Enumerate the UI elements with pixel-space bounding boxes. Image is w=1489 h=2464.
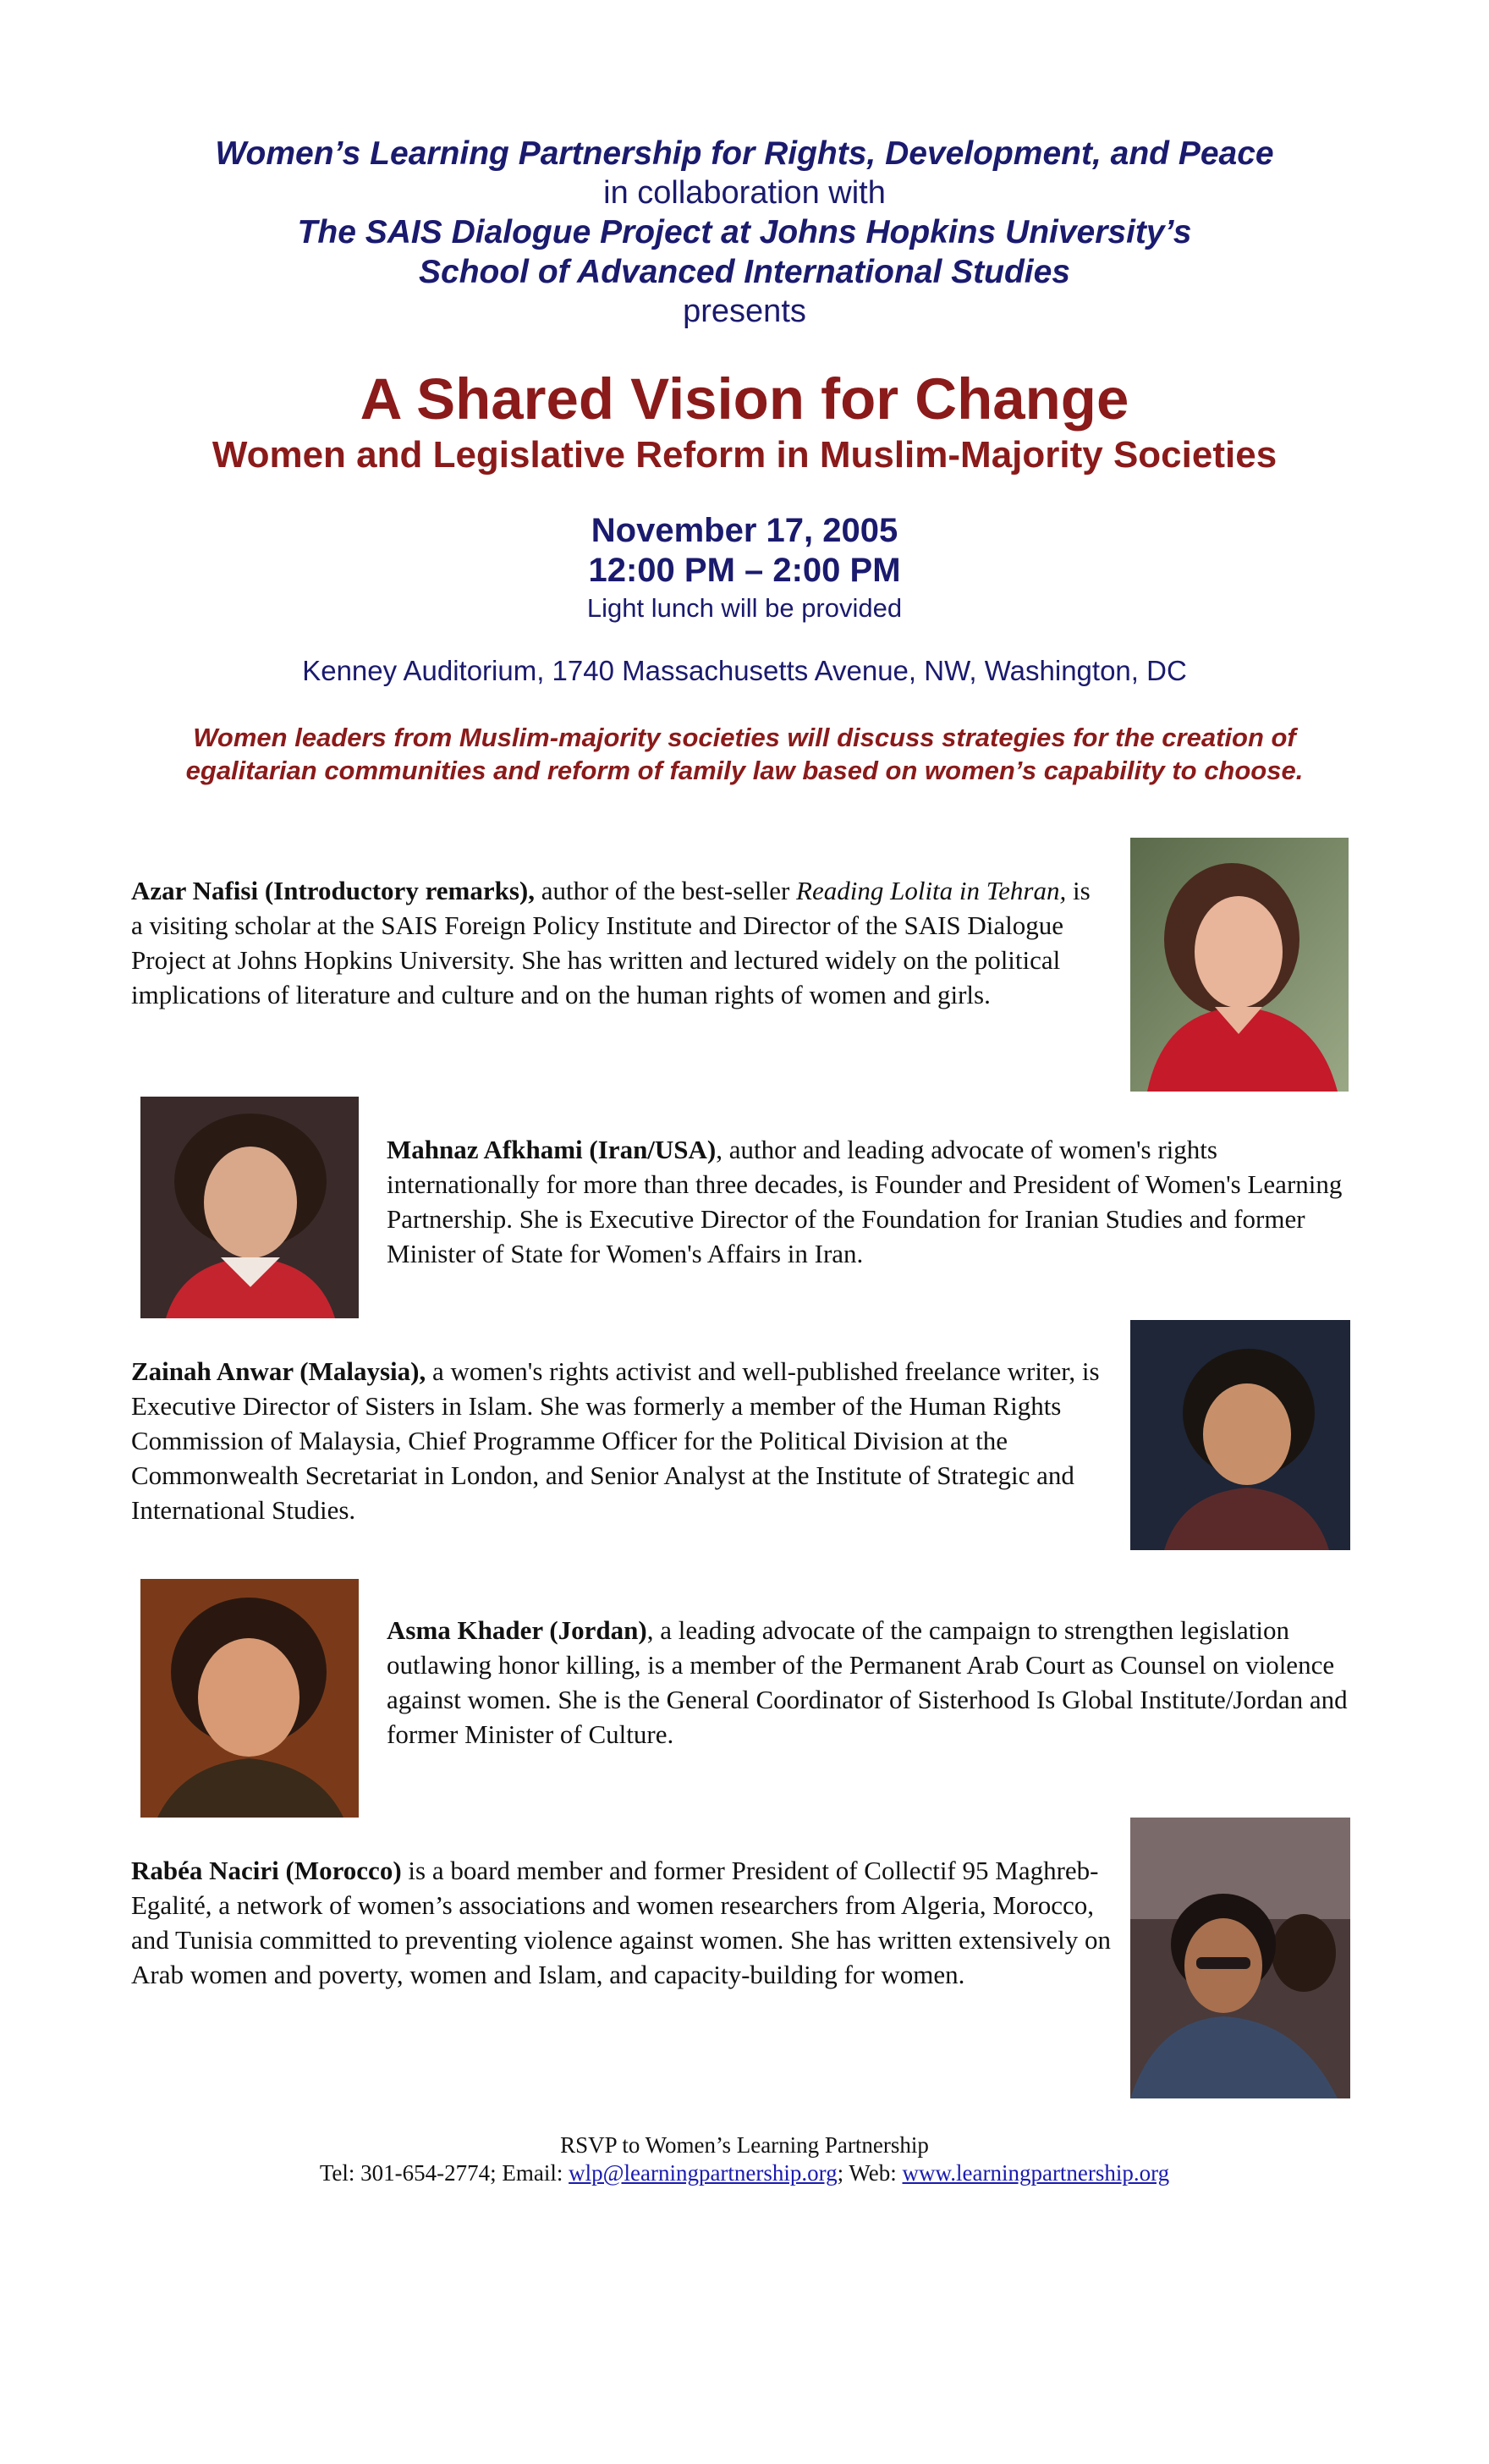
speaker-text: is a visiting scholar at the SAIS Foreign Policy Institute and Director of the SAIS Dialogue Project at Johns Hopkins University. She has written and lectured widely on the political implications of literature and culture and on the human rights of women and girls. xyxy=(131,876,1091,1009)
event-tagline xyxy=(0,721,1489,787)
rsvp-line: RSVP to Women’s Learning Partnership xyxy=(560,2132,929,2158)
speaker-photo-mahnaz-afkhami xyxy=(140,1097,359,1318)
contact-line xyxy=(0,2160,1489,2186)
speaker-bio-asma-khader xyxy=(387,1613,1351,1752)
speaker-name: Azar Nafisi (Introductory remarks), xyxy=(131,876,535,905)
speaker-text: , a leading advocate of the campaign to strengthen legislation outlawing honor killing, is a member of the Permanent Arab Court as Counsel on violence against women. She is the General Coordinator of Sisterhood Is Global Institute/Jordan and former Minister of Culture. xyxy=(387,1615,1348,1749)
speaker-text: is a board member and former President of Collectif 95 Maghreb-Egalité, a network of women’s associations and women researchers from Algeria, Morocco, and Tunisia committed to preventing violence against women. She has written extensively on Arab women and poverty, women and Islam, and capacity-building for women. xyxy=(131,1856,1111,1989)
partner-name-line2: School of Advanced International Studies xyxy=(419,254,1070,290)
speaker-photo-rabea-naciri xyxy=(1130,1818,1350,2098)
event-time: 12:00 PM – 2:00 PM xyxy=(588,552,901,589)
website-link[interactable]: www.learningpartnership.org xyxy=(902,2160,1170,2186)
tagline-line1: Women leaders from Muslim-majority societies will discuss strategies for the creation of xyxy=(193,723,1296,752)
speaker-name: Asma Khader (Jordan) xyxy=(387,1615,647,1645)
event-venue: Kenney Auditorium, 1740 Massachusetts Avenue, NW, Washington, DC xyxy=(302,655,1187,686)
speaker-photo-azar-nafisi xyxy=(1130,838,1349,1092)
event-date: November 17, 2005 xyxy=(591,512,898,549)
speaker-text: , author and leading advocate of women's rights internationally for more than three decades, is Founder and President of Women's Learning Partnership. She is Executive Director of the Foundation for Iranian Studies and former Minister of State for Women's Affairs in Iran. xyxy=(387,1135,1343,1268)
book-title: Reading Lolita in Tehran, xyxy=(796,876,1067,905)
speaker-text: a women's rights activist and well-published freelance writer, is Executive Director of Sisters in Islam. She was formerly a member of the Human Rights Commission of Malaysia, Chief Programme Officer for the Political Division at the Commonwealth Secretariat in London, and Senior Analyst at the Institute of Strategic and International Studies. xyxy=(131,1356,1100,1525)
tel-text: Tel: 301-654-2774; Email: xyxy=(319,2160,569,2186)
speaker-bio-zainah-anwar xyxy=(131,1354,1113,1527)
organization-name: Women’s Learning Partnership for Rights, Development, and Peace xyxy=(215,135,1274,172)
tagline-line2: egalitarian communities and reform of family law based on women’s capability to choose. xyxy=(185,756,1304,785)
event-title: A Shared Vision for Change xyxy=(360,366,1129,432)
speaker-photo-asma-khader xyxy=(140,1579,359,1818)
speaker-name: Rabéa Naciri (Morocco) xyxy=(131,1856,402,1885)
presents-text: presents xyxy=(683,294,806,329)
email-link[interactable]: wlp@learningpartnership.org xyxy=(569,2160,838,2186)
speaker-bio-azar-nafisi xyxy=(131,873,1096,1012)
speaker-photo-zainah-anwar xyxy=(1130,1320,1350,1550)
collaboration-text: in collaboration with xyxy=(603,175,886,211)
speaker-bio-rabea-naciri xyxy=(131,1853,1113,1992)
speaker-name: Mahnaz Afkhami (Iran/USA) xyxy=(387,1135,717,1164)
partner-name-line1: The SAIS Dialogue Project at Johns Hopkins University’s xyxy=(297,214,1192,250)
event-subtitle: Women and Legislative Reform in Muslim-Majority Societies xyxy=(212,434,1277,476)
speaker-name: Zainah Anwar (Malaysia), xyxy=(131,1356,426,1386)
web-prefix: ; Web: xyxy=(837,2160,903,2186)
lunch-note: Light lunch will be provided xyxy=(586,593,903,623)
speaker-text: author of the best-seller xyxy=(535,876,797,905)
speaker-bio-mahnaz-afkhami xyxy=(387,1132,1351,1271)
